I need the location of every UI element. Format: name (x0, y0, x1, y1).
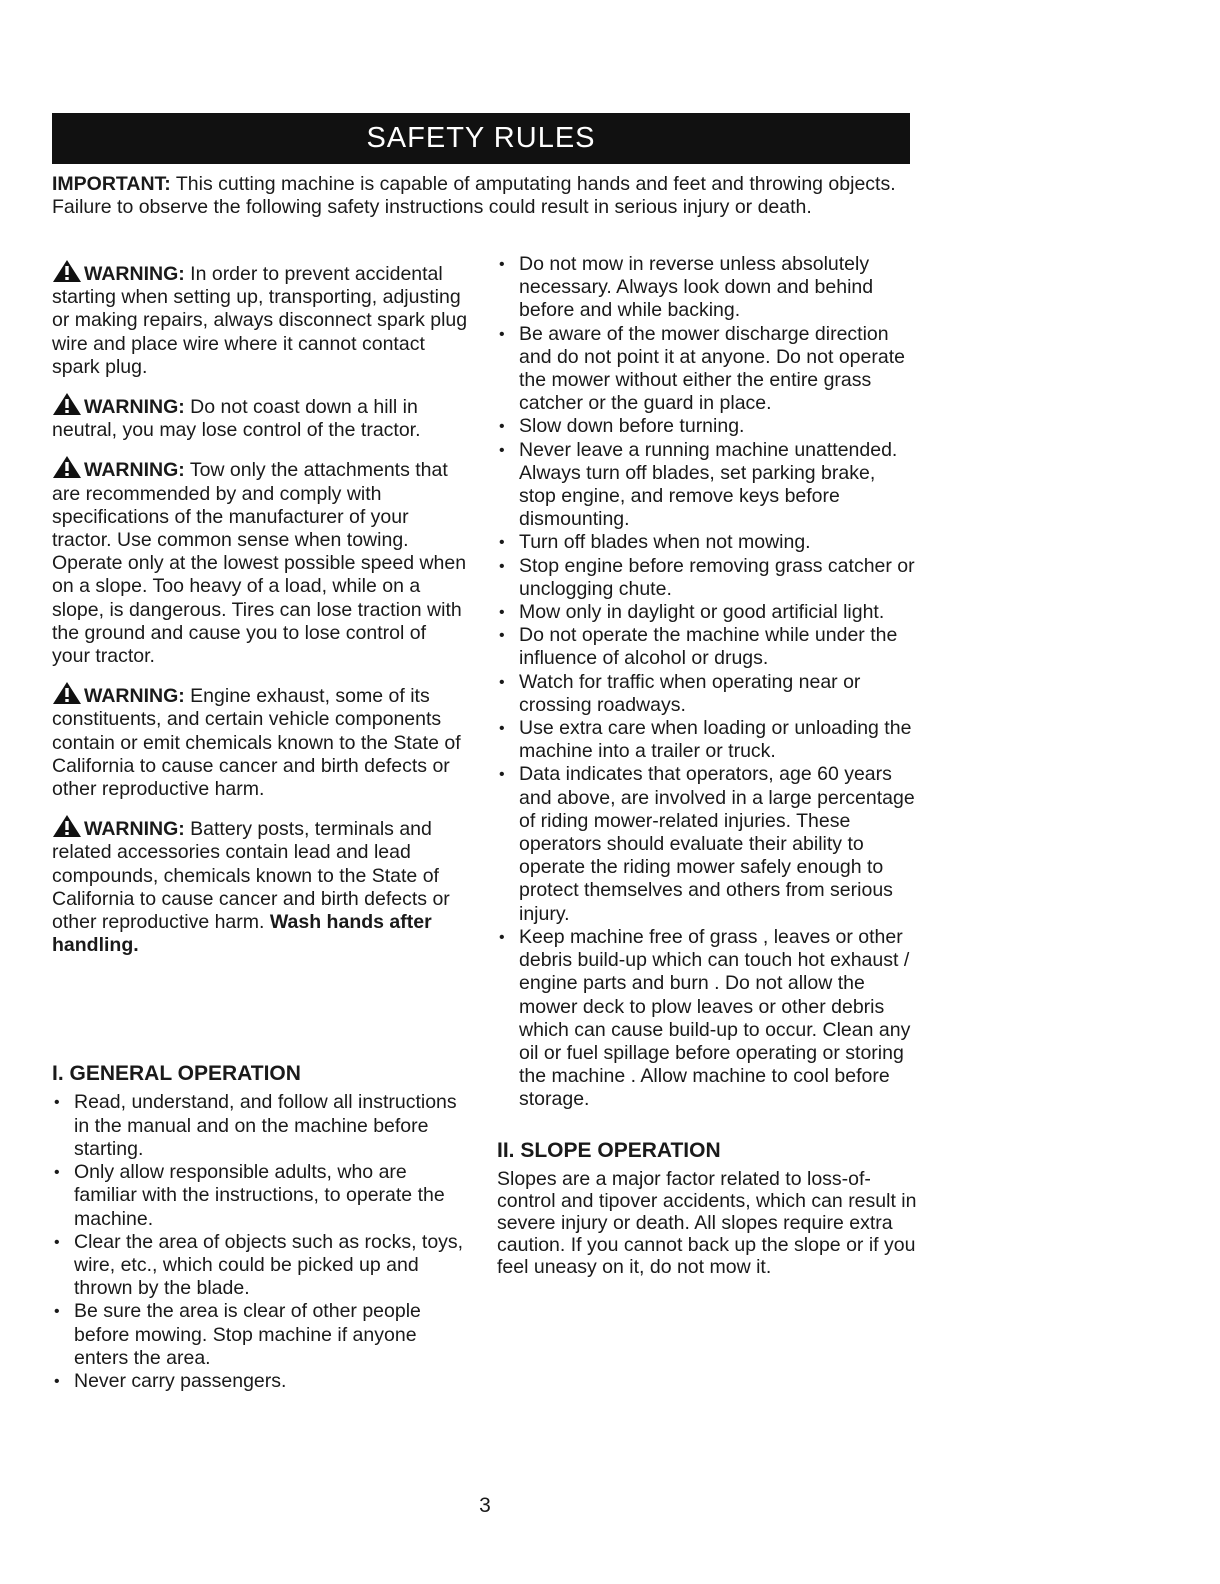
list-item: • Be aware of the mower discharge direction and do not point it at anyone. Do not operate the mower without either the entire grass catcher or the guard in place. (497, 323, 917, 416)
warning-label: WARNING: (84, 685, 185, 708)
list-item: • Only allow responsible adults, who are familiar with the instructions, to operate the machine. (52, 1161, 468, 1231)
list-item: • Keep machine free of grass , leaves or other debris build-up which can touch hot exhaust / engine parts and burn . Do not allow the mower deck to plow leaves or other debris which can cause build-up to occur. Clean any oil or fuel spillage before operating or storing the machine . Allow machine to cool before storage. (497, 926, 917, 1112)
warning-block (52, 392, 468, 442)
list-item: • Watch for traffic when operating near or crossing roadways. (497, 671, 917, 717)
warning-text: Do not coast down a hill in neutral, you may lose control of the tractor. (52, 396, 421, 442)
important-label: IMPORTANT: (52, 173, 171, 195)
warning-block (52, 259, 468, 379)
banner-title: SAFETY RULES (366, 122, 596, 154)
list-item: • Data indicates that operators, age 60 years and above, are involved in a large percentage of riding mower-related injuries. These operators should evaluate their ability to operate the riding mower safely enough to protect themselves and others from serious injury. (497, 763, 917, 925)
right-column (497, 253, 917, 1278)
warning-block (52, 681, 468, 801)
list-item: • Slow down before turning. (497, 415, 917, 438)
list-item: • Mow only in daylight or good artificial light. (497, 601, 917, 624)
list-item: • Clear the area of objects such as rocks, toys, wire, etc., which could be picked up and thrown by the blade. (52, 1231, 468, 1301)
slope-operation-title: II. SLOPE OPERATION (497, 1138, 721, 1162)
warning-label: WARNING: (84, 396, 185, 419)
list-item: • Do not operate the machine while under the influence of alcohol or drugs. (497, 624, 917, 670)
warning-block (52, 455, 468, 668)
warning-triangle-icon (52, 392, 82, 416)
warning-emphasis: Wash hands after handling. (52, 911, 432, 957)
list-item: • Use extra care when loading or unloading the machine into a trailer or truck. (497, 717, 917, 763)
page-number: 3 (479, 1494, 491, 1517)
list-item: • Read, understand, and follow all instructions in the manual and on the machine before starting. (52, 1091, 468, 1161)
general-operation-list-continued (497, 253, 917, 1112)
warning-label: WARNING: (84, 263, 185, 285)
slope-operation-text: Slopes are a major factor related to loss-of-control and tipover accidents, which can result in severe injury or death. All slopes require extra caution. If you cannot back up the slope or if you feel uneasy on it, do not mow it. (497, 1167, 917, 1278)
slope-operation-section (497, 1138, 917, 1278)
warning-block (52, 814, 468, 957)
list-item: • Stop engine before removing grass catcher or unclogging chute. (497, 555, 917, 601)
warning-text: In order to prevent accidental starting when setting up, transporting, adjusting or making repairs, always disconnect spark plug wire and place wire where it cannot contact spark plug. (52, 263, 468, 378)
warning-label: WARNING: (84, 459, 185, 482)
general-operation-section (52, 1061, 468, 1393)
warning-text: Battery posts, terminals and related accessories contain lead and lead compounds, chemicals known to the State of California to cause cancer and birth defects or other reproductive harm. (52, 818, 450, 934)
list-item: • Never leave a running machine unattended. Always turn off blades, set parking brake, stop engine, and remove keys before dismounting. (497, 439, 917, 532)
left-column (52, 259, 468, 1393)
list-item: • Turn off blades when not mowing. (497, 531, 917, 554)
important-text: This cutting machine is capable of amputating hands and feet and throwing objects. Failure to observe the following safety instructions could result in serious injury or death. (52, 173, 896, 218)
warning-triangle-icon (52, 259, 82, 283)
general-operation-list (52, 1091, 468, 1393)
list-item: • Do not mow in reverse unless absolutely necessary. Always look down and behind before and while backing. (497, 253, 917, 323)
warning-text: Tow only the attachments that are recommended by and comply with specifications of the manufacturer of your tractor. Use common sense when towing. Operate only at the lowest possible speed when on a slope. Too heavy of a load, while on a slope, is dangerous. Tires can lose traction with the ground and cause you to lose control of your tractor. (52, 459, 467, 668)
warning-triangle-icon (52, 455, 82, 479)
important-notice (52, 173, 912, 219)
list-item: • Never carry passengers. (52, 1370, 468, 1393)
general-operation-title: I. GENERAL OPERATION (52, 1062, 301, 1086)
warning-triangle-icon (52, 814, 82, 838)
warning-label: WARNING: (84, 818, 185, 841)
warning-triangle-icon (52, 681, 82, 705)
section-banner (52, 113, 910, 164)
warning-text: Engine exhaust, some of its constituents, and certain vehicle components contain or emit chemicals known to the State of California to cause cancer and birth defects or other reproductive harm. (52, 685, 461, 801)
list-item: • Be sure the area is clear of other people before mowing. Stop machine if anyone enters the area. (52, 1300, 468, 1370)
